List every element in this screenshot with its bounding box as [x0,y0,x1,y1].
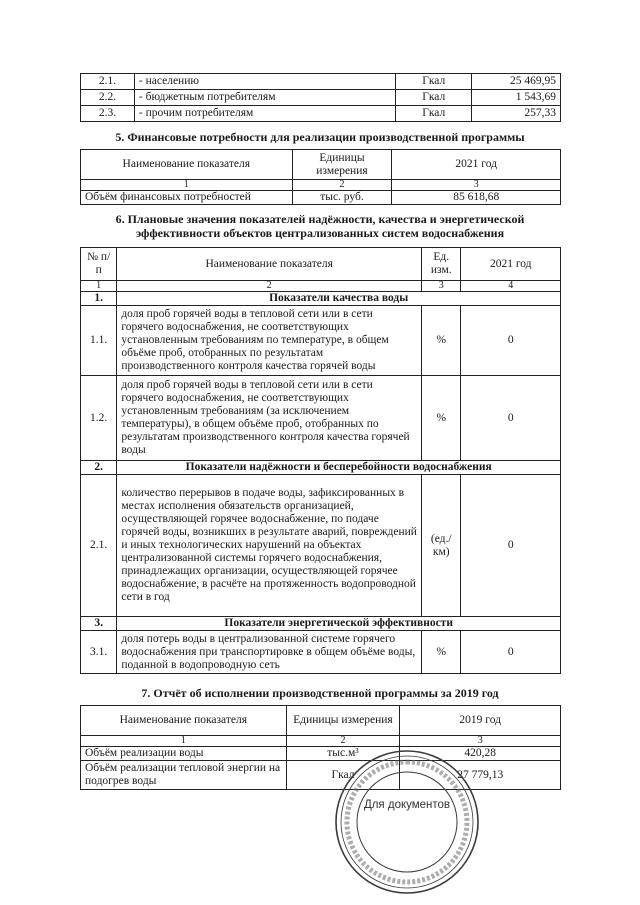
row-name: - бюджетным потребителям [134,90,395,106]
table-row [81,191,561,205]
header-name: Наименование показателя [81,706,287,736]
row-unit: % [422,306,461,376]
group-title: Показатели энергетической эффективности [117,617,561,631]
header-year: 2021 год [461,248,561,281]
header-row [81,706,561,736]
col-num: 4 [461,281,561,292]
header-unit: Ед. изм. [422,248,461,281]
header-year: 2021 год [392,150,561,180]
row-unit: Гкал [396,74,472,90]
section-7-table [80,705,561,790]
group-title: Показатели качества воды [117,292,561,306]
section-7-title: 7. Отчёт об исполнении производственной программы за 2019 год [141,686,499,700]
row-value: 0 [461,306,561,376]
col-num: 1 [81,281,117,292]
row-number: 3.1. [81,631,117,674]
section-6-title: 6. Плановые значения показателей надёжности, качества и энергетической эффективности объектов централизованных систем водоснабжения [115,212,525,240]
row-value: 420,28 [400,747,561,761]
header-unit: Единицы измерения [292,150,392,180]
row-number: 1.2. [81,376,117,461]
row-unit: тыс.м³ [286,747,400,761]
header-name: Наименование показателя [81,150,293,180]
table-row [81,306,561,376]
header-year: 2019 год [400,706,561,736]
table-row [81,631,561,674]
row-value: 0 [461,631,561,674]
row-value: 85 618,68 [392,191,561,205]
group-row [81,461,561,475]
header-row [81,150,561,180]
section-5-title: 5. Финансовые потребности для реализации производственной программы [115,130,525,144]
row-value: 257,33 [472,106,561,122]
row-number: 2.3. [81,106,135,122]
table-row [81,90,561,106]
table-row [81,747,561,761]
column-number-row [81,736,561,747]
col-num: 1 [81,180,293,191]
col-num: 3 [392,180,561,191]
table-row [81,376,561,461]
seal-stamp-graphic [333,748,481,896]
column-number-row [81,281,561,292]
column-number-row [81,180,561,191]
col-num: 2 [292,180,392,191]
row-name: - населению [134,74,395,90]
row-name: Объём реализации тепловой энергии на подогрев воды [81,761,287,790]
row-unit: тыс. руб. [292,191,392,205]
top-table [80,73,561,122]
header-name: Наименование показателя [117,248,422,281]
group-number: 3. [81,617,117,631]
row-unit: Гкал [286,761,400,790]
row-number: 2.2. [81,90,135,106]
row-name: Объём финансовых потребностей [81,191,293,205]
row-number: 1.1. [81,306,117,376]
group-row [81,617,561,631]
col-num: 2 [117,281,422,292]
header-row [81,248,561,281]
row-text: доля проб горячей воды в тепловой сети или в сети горячего водоснабжения, не соответствующих установленным требованиям (за исключением температуры), в общем объёме проб, отобранных по результатам производственного контроля качества горячей воды [117,376,422,461]
row-text: доля потерь воды в централизованной системе горячего водоснабжения при транспортировке в общем объёме воды, поданной в водопроводную сеть [117,631,422,674]
col-num: 3 [422,281,461,292]
row-unit: % [422,376,461,461]
row-number: 2.1. [81,74,135,90]
row-unit: (ед./км) [422,475,461,617]
row-name: Объём реализации воды [81,747,287,761]
group-title: Показатели надёжности и бесперебойности водоснабжения [117,461,561,475]
row-number: 2.1. [81,475,117,617]
group-row [81,292,561,306]
col-num: 1 [81,736,287,747]
col-num: 2 [286,736,400,747]
row-value: 25 469,95 [472,74,561,90]
table-row [81,74,561,90]
row-unit: Гкал [396,106,472,122]
table-row [81,106,561,122]
header-unit: Единицы измерения [286,706,400,736]
row-unit: Гкал [396,90,472,106]
row-value: 1 543,69 [472,90,561,106]
row-value: 0 [461,475,561,617]
row-value: 0 [461,376,561,461]
table-row [81,761,561,790]
stamp-text: Для документов [363,799,451,811]
row-unit: % [422,631,461,674]
row-text: доля проб горячей воды в тепловой сети или в сети горячего водоснабжения, не соответствующих установленным требованиям по температуре, в общем объёме проб, отобранных по результатам производственного контроля качества горячей воды [117,306,422,376]
group-number: 1. [81,292,117,306]
group-number: 2. [81,461,117,475]
col-num: 3 [400,736,561,747]
seal-stamp [333,748,481,896]
header-num: № п/п [81,248,117,281]
row-value: 27 779,13 [400,761,561,790]
section-5-table [80,149,561,205]
row-text: количество перерывов в подаче воды, зафиксированных в местах исполнения обязательств организацией, осуществляющей горячее водоснабжение, по подаче горячей воды, возникших в результате аварий, повреждений и иных технологических нарушений на объектах централизованной системы горячего водоснабжения, принадлежащих организации, осуществляющей горячее водоснабжение, в расчёте на протяженность водопроводной сети в год [117,475,422,617]
table-row [81,475,561,617]
row-name: - прочим потребителям [134,106,395,122]
section-6-table [80,247,561,674]
